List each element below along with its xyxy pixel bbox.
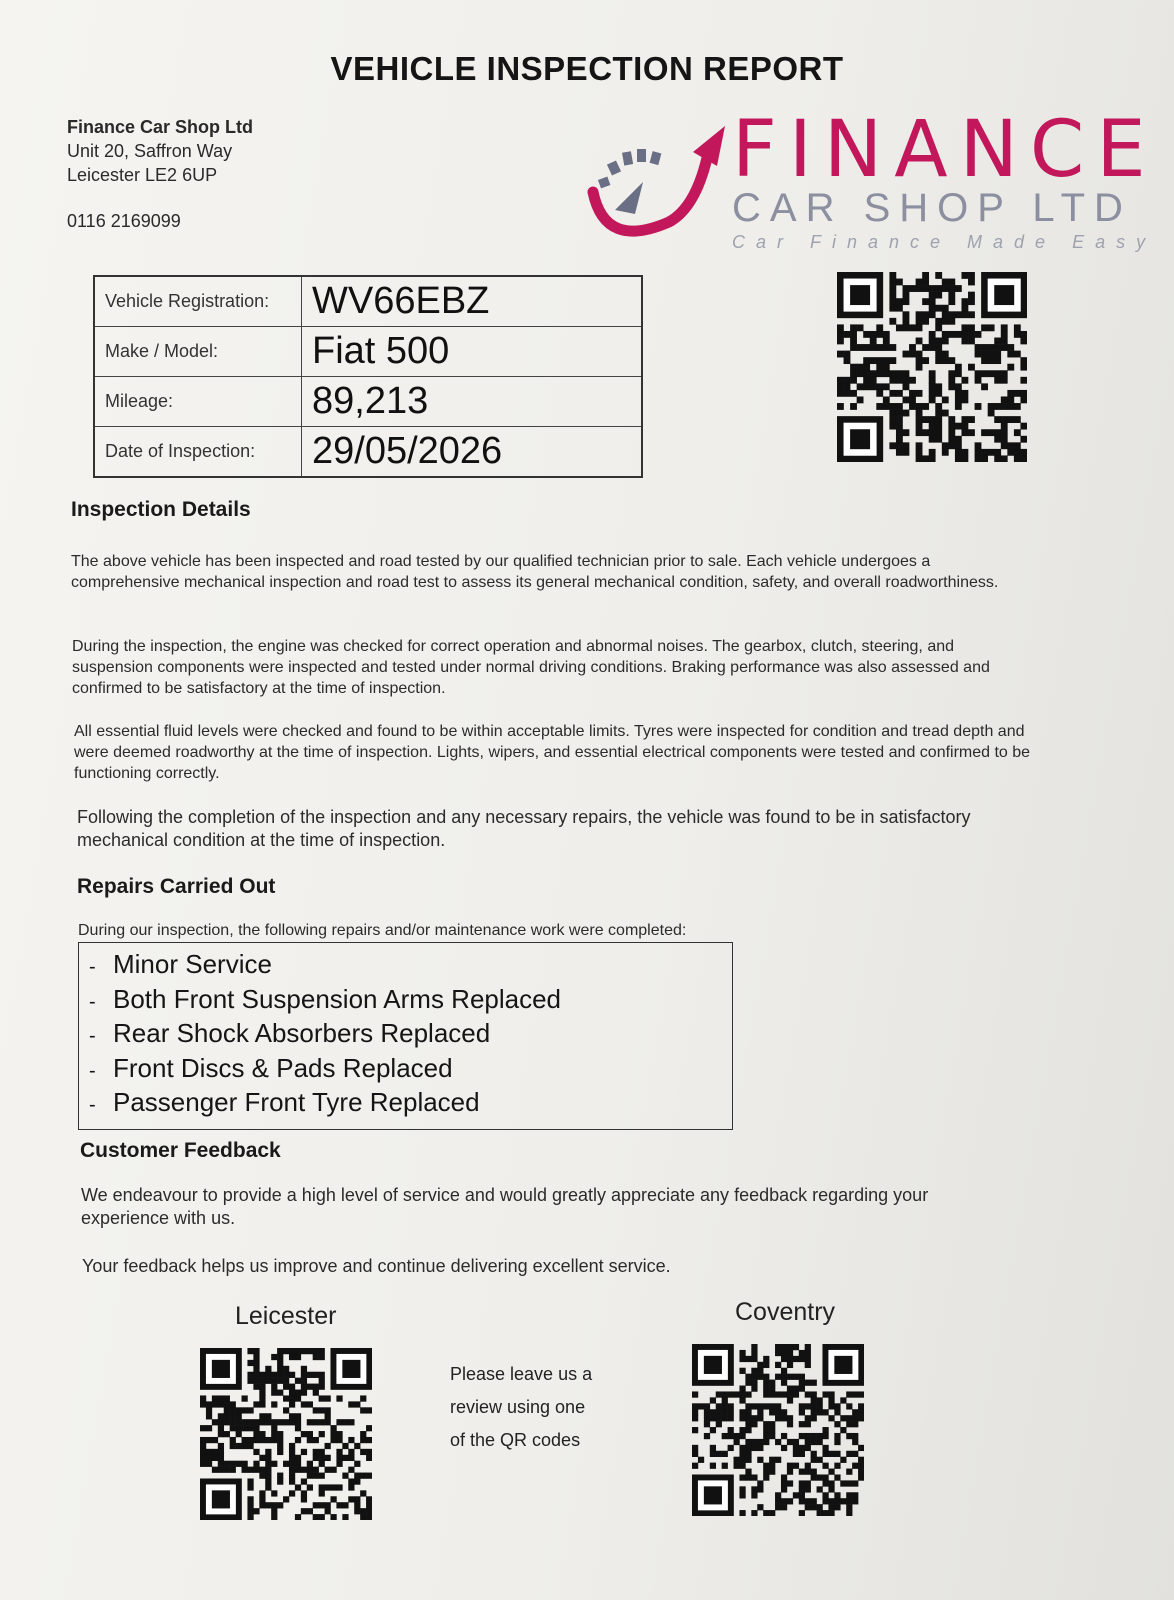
inspection-details-heading: Inspection Details <box>71 498 251 521</box>
table-row <box>94 327 642 377</box>
repair-item: Both Front Suspension Arms Replaced <box>113 983 562 1014</box>
table-row <box>94 427 642 478</box>
inspection-paragraph-2: During the inspection, the engine was checked for correct operation and abnormal noises. The gearbox, clutch, steering, and suspension components were inspected and tested under normal driving conditions. Braking performance was also assessed and confirmed to be satisfactory at the time of inspection. <box>72 638 990 697</box>
list-item: - Both Front Suspension Arms Replaced <box>89 983 562 1014</box>
leicester-label: Leicester <box>235 1302 337 1330</box>
feedback-note: Your feedback helps us improve and continue delivering excellent service. <box>82 1256 671 1276</box>
review-instructions <box>450 1358 592 1457</box>
feedback-text: We endeavour to provide a high level of service and would greatly appreciate any feedback regarding your experience with us. <box>81 1185 929 1228</box>
company-address <box>67 115 253 233</box>
list-item: - Passenger Front Tyre Replaced <box>89 1087 480 1117</box>
logo-tagline: Car Finance Made Easy <box>732 232 1157 252</box>
inspection-date-value: 29/05/2026 <box>302 427 643 478</box>
repair-item: Front Discs & Pads Replaced <box>113 1052 453 1083</box>
company-logo <box>585 105 1158 255</box>
make-model-label: Make / Model: <box>94 327 302 377</box>
vehicle-qr-code-icon[interactable] <box>837 272 1027 462</box>
report-title: VEHICLE INSPECTION REPORT <box>330 50 844 87</box>
mileage-label: Mileage: <box>94 377 302 427</box>
repairs-heading: Repairs Carried Out <box>77 875 276 898</box>
make-model-value: Fiat 500 <box>302 327 643 377</box>
company-phone: 0116 2169099 <box>67 211 181 231</box>
inspection-date-label: Date of Inspection: <box>94 427 302 478</box>
repairs-intro: During our inspection, the following repairs and/or maintenance work were completed: <box>78 922 687 939</box>
address-line-2: Leicester LE2 6UP <box>67 165 218 185</box>
feedback-heading: Customer Feedback <box>80 1139 281 1162</box>
repair-item: Rear Shock Absorbers Replaced <box>113 1018 491 1048</box>
review-line: review using one <box>450 1397 586 1417</box>
inspection-paragraph-3: All essential fluid levels were checked and found to be within acceptable limits. Tyres were inspected for condition and tread depth and were deemed roadworthy at the time of inspection. Lights, wipers, and essential electrical components were tested and confirmed to be functioning correctly. <box>74 723 1031 782</box>
inspection-conclusion: Following the completion of the inspection and any necessary repairs, the vehicle was found to be in satisfactory mechanical condition at the time of inspection. <box>77 807 971 850</box>
review-line: Please leave us a <box>450 1364 593 1384</box>
inspection-paragraph-1: The above vehicle has been inspected and road tested by our qualified technician prior to sale. Each vehicle undergoes a comprehensive mechanical inspection and road test to assess its general mechanical condition, safety, and overall roadworthiness. <box>71 553 999 591</box>
coventry-label: Coventry <box>735 1298 836 1326</box>
leicester-review-qr-icon[interactable] <box>200 1348 372 1520</box>
list-item: - Rear Shock Absorbers Replaced <box>89 1018 491 1048</box>
coventry-review-qr-icon[interactable] <box>692 1344 864 1516</box>
list-item: - Minor Service <box>89 949 272 979</box>
registration-value: WV66EBZ <box>302 276 643 327</box>
repair-item: Minor Service <box>113 949 272 979</box>
repair-item: Passenger Front Tyre Replaced <box>113 1087 480 1117</box>
repairs-list-box <box>78 942 733 1130</box>
company-name: Finance Car Shop Ltd <box>67 117 254 137</box>
list-item: - Front Discs & Pads Replaced <box>89 1052 453 1083</box>
registration-label: Vehicle Registration: <box>94 276 302 327</box>
review-line: of the QR codes <box>450 1430 581 1450</box>
vehicle-details-table <box>93 275 643 478</box>
logo-subtitle: CAR SHOP LTD <box>732 186 1132 230</box>
table-row <box>94 377 642 427</box>
address-line-1: Unit 20, Saffron Way <box>67 141 233 161</box>
table-row <box>94 276 642 327</box>
mileage-value: 89,213 <box>302 377 643 427</box>
speedometer-arrow-icon <box>585 122 735 247</box>
logo-wordmark: FINANCE <box>732 105 1158 195</box>
